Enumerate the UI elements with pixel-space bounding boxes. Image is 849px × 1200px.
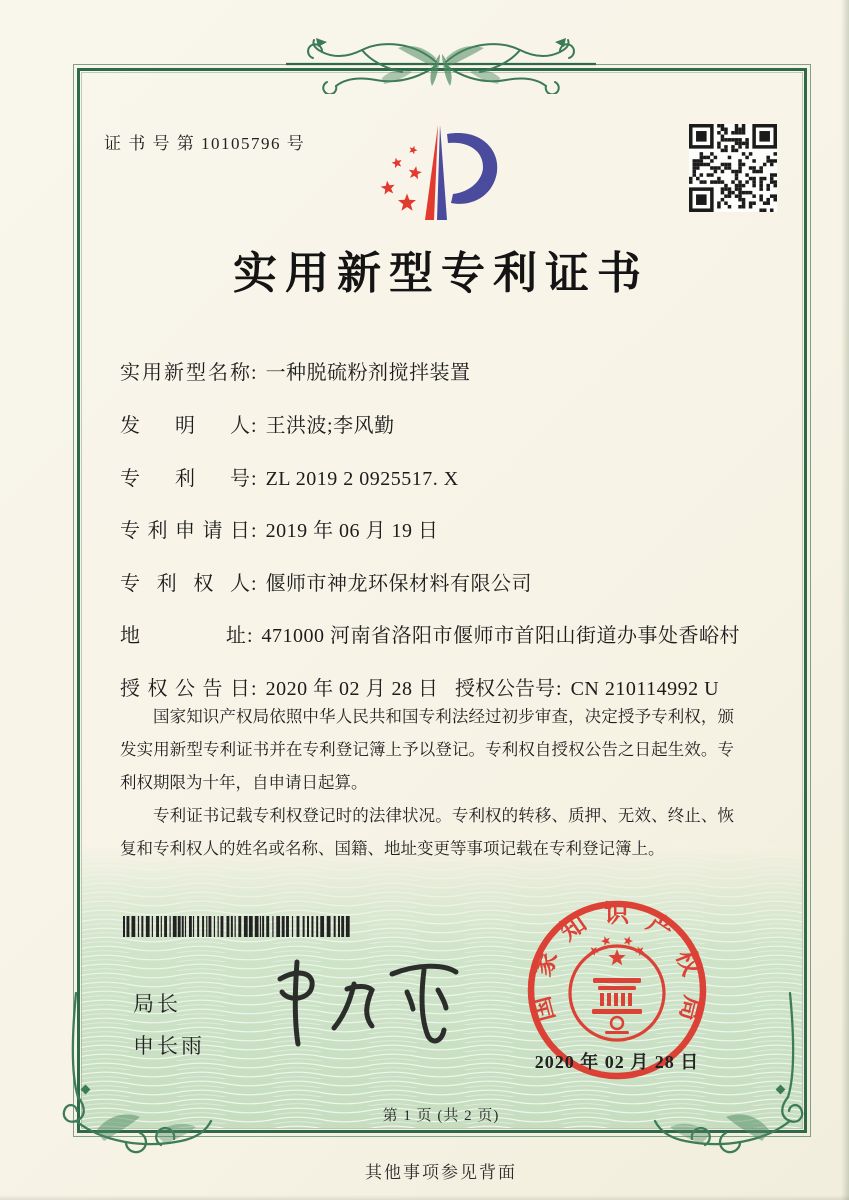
- field-colon: :: [251, 468, 257, 490]
- field-label: 授权公告日: [120, 678, 250, 700]
- scan-edge-shadow: [841, 0, 849, 1200]
- seal-agency-text: 国家知识产权局: [527, 900, 707, 1025]
- field-value: 471000 河南省洛阳市偃师市首阳山街道办事处香峪村: [261, 625, 740, 647]
- field-pair-grant-no: [455, 672, 719, 701]
- top-border-ornament-icon: [286, 32, 596, 94]
- seal-date: 2020 年 02 月 28 日: [534, 1052, 700, 1072]
- barcode: [123, 916, 353, 937]
- field-value: 2020 年 02 月 28 日: [265, 678, 439, 700]
- qr-code: [689, 124, 777, 212]
- body-paragraphs: [120, 700, 734, 865]
- paragraph-grant-statement: 国家知识产权局依照中华人民共和国专利法经过初步审查，决定授予专利权，颁发实用新型专利证书并在专利登记簿上予以登记。专利权自授权公告之日起生效。专利权期限为十年，自申请日起算。: [120, 707, 734, 792]
- scan-edge-shadow-bottom: [0, 1195, 849, 1200]
- paragraph-register-statement: 专利证书记载专利权登记时的法律状况。专利权的转移、质押、无效、终止、恢复和专利权人的姓名或名称、国籍、地址变更等事项记载在专利登记簿上。: [120, 806, 734, 858]
- field-row-patentee: [120, 567, 740, 596]
- field-value: ZL 2019 2 0925517. X: [265, 468, 459, 490]
- national-emblem-icon: [570, 936, 664, 1040]
- signature-handwriting: [252, 944, 482, 1062]
- page-number: 第 1 页 (共 2 页): [382, 1108, 500, 1124]
- field-label: 专利权人: [120, 573, 250, 595]
- back-note: 其他事项参见背面: [365, 1163, 517, 1182]
- field-value: 一种脱硫粉剂搅拌装置: [265, 362, 471, 384]
- field-label: 专利申请日: [120, 520, 250, 542]
- field-row-address: [120, 619, 740, 648]
- field-colon: :: [251, 415, 257, 437]
- field-value: 偃师市神龙环保材料有限公司: [265, 573, 533, 595]
- field-row-patent-no: [120, 462, 740, 491]
- field-label: 地址: [120, 625, 246, 647]
- field-colon: :: [251, 678, 257, 700]
- field-row-grant: [120, 672, 740, 701]
- certificate-number: 证 书 号 第 10105796 号: [104, 134, 306, 153]
- field-label: 授权公告号: [455, 678, 555, 700]
- field-label: 专利号: [120, 468, 250, 490]
- field-value: 2019 年 06 月 19 日: [265, 520, 439, 542]
- field-row-filing-date: [120, 514, 740, 543]
- field-label: 发明人: [120, 415, 250, 437]
- signer-role: 局长: [133, 992, 181, 1016]
- field-row-inventor: [120, 409, 740, 438]
- certificate-title: 实用新型专利证书: [233, 249, 649, 298]
- field-value: 王洪波;李风勤: [265, 415, 395, 437]
- field-colon: :: [246, 625, 253, 647]
- field-colon: :: [251, 573, 257, 595]
- cnipa-logo-icon: [363, 112, 528, 237]
- signer-name: 申长雨: [133, 1034, 205, 1058]
- field-value: CN 210114992 U: [570, 678, 720, 700]
- field-colon: :: [556, 678, 562, 700]
- field-colon: :: [251, 362, 257, 384]
- field-colon: :: [251, 520, 257, 542]
- field-row-name: [120, 356, 740, 385]
- field-label: 实用新型名称: [120, 362, 250, 384]
